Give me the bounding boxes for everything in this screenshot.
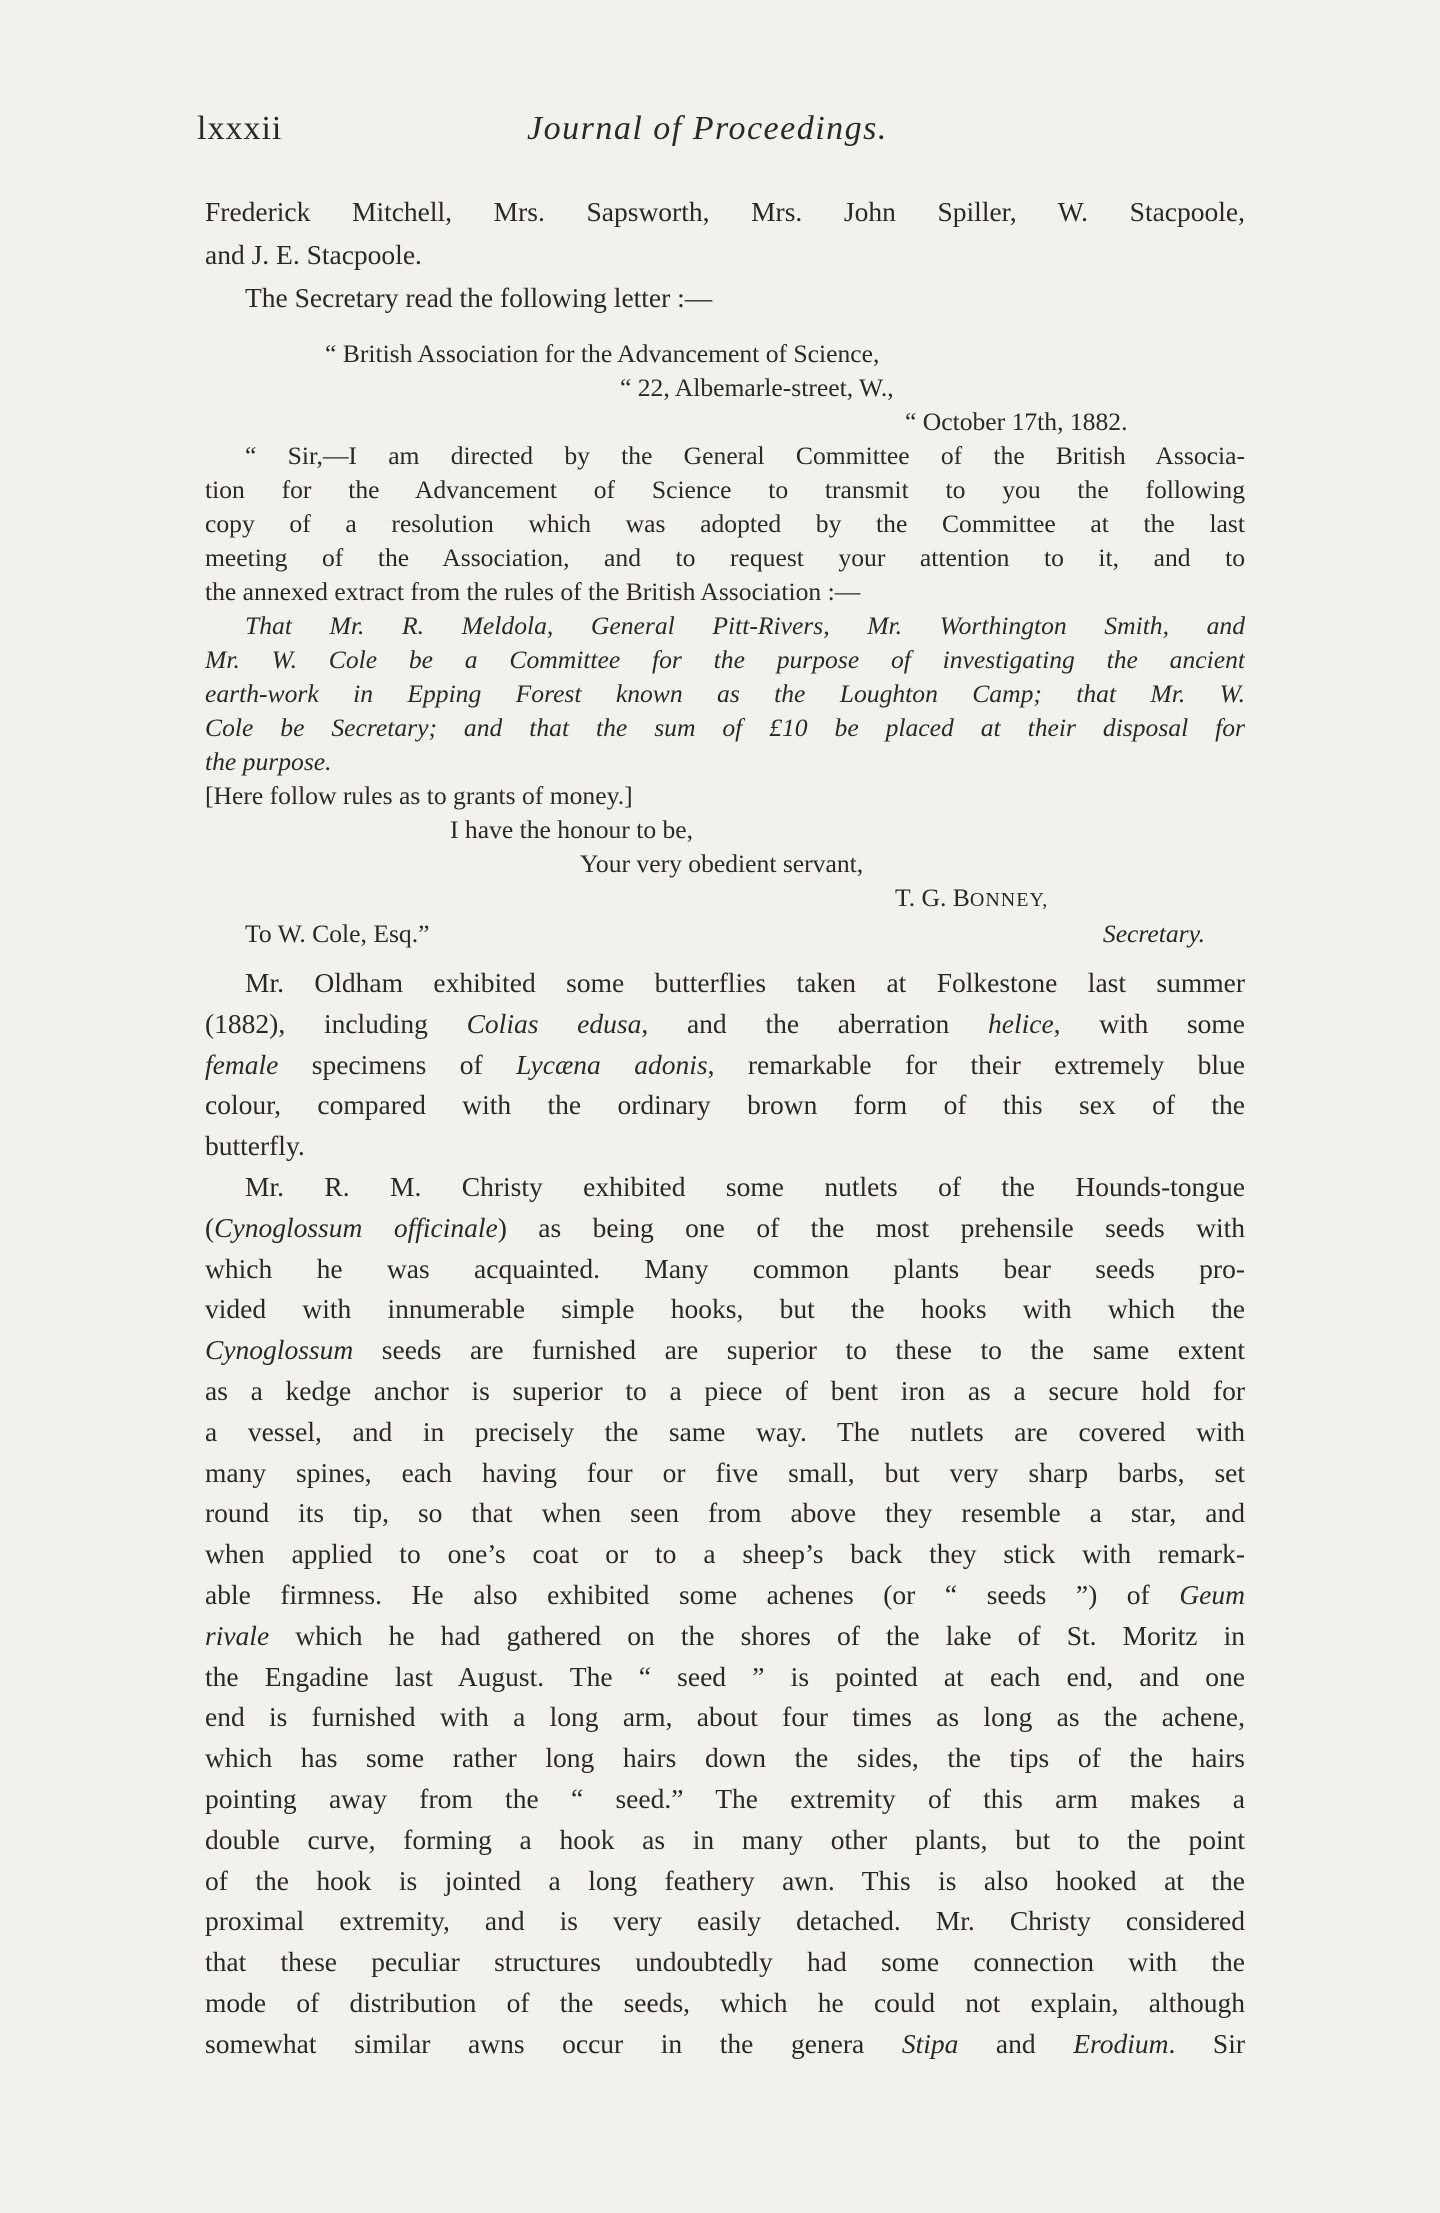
text-line: which has some rather long hairs down the sides, the tips of the hairs	[205, 1742, 1245, 1774]
text-line: Cynoglossum seeds are furnished are superior to these to the same extent	[205, 1334, 1245, 1366]
text-line: able firmness. He also exhibited some achenes (or “ seeds ”) of Geum	[205, 1578, 1245, 1610]
text-line: female specimens of Lycæna adonis, remarkable for their extremely blue	[205, 1048, 1245, 1080]
resolution-line: earth-work in Epping Forest known as the Loughton Camp; that Mr. W.	[205, 679, 1245, 708]
letter-date: “ October 17th, 1882.	[905, 407, 1128, 436]
oldham-paragraph	[205, 963, 1245, 1167]
text-line: The Secretary read the following letter :—	[245, 282, 713, 313]
text-line: Frederick Mitchell, Mrs. Sapsworth, Mrs. John Spiller, W. Stacpoole,	[205, 196, 1245, 227]
secretary-intro	[205, 276, 1245, 319]
text-line: and J. E. Stacpoole.	[205, 239, 422, 270]
text-line: when applied to one’s coat or to a sheep’s back they stick with remark-	[205, 1538, 1245, 1570]
text-line: double curve, forming a hook as in many other plants, but to the point	[205, 1823, 1245, 1855]
text-line: the Engadine last August. The “ seed ” is pointed at each end, and one	[205, 1660, 1245, 1692]
resolution-line: Cole be Secretary; and that the sum of £10 be placed at their disposal for	[205, 713, 1245, 742]
attendees-list	[205, 190, 1245, 276]
text-line: (Cynoglossum officinale) as being one of the most prehensile seeds with	[205, 1211, 1245, 1243]
text-line: colour, compared with the ordinary brown form of this sex of the	[205, 1089, 1245, 1121]
letter-signer: T. G. BONNEY,	[895, 883, 1049, 912]
resolution-line: Mr. W. Cole be a Committee for the purpose of investigating the ancient	[205, 645, 1245, 674]
letter-closing: I have the honour to be,	[450, 815, 694, 844]
text-line: that these peculiar structures undoubtedly had some connection with the	[205, 1946, 1245, 1978]
letter-signer-title: Secretary.	[1102, 919, 1205, 948]
text-line: a vessel, and in precisely the same way. The nutlets are covered with	[205, 1415, 1245, 1447]
text-line: somewhat similar awns occur in the genera Stipa and Erodium. Sir	[205, 2027, 1245, 2059]
running-head	[197, 110, 1247, 160]
text-line: of the hook is jointed a long feathery awn. This is also hooked at the	[205, 1864, 1245, 1896]
letter-body-line: copy of a resolution which was adopted by the Committee at the last	[205, 509, 1245, 538]
resolution-line: That Mr. R. Meldola, General Pitt-Rivers, Mr. Worthington Smith, and	[245, 611, 1245, 640]
page-number: lxxxii	[197, 110, 283, 147]
letter-body-line: meeting of the Association, and to request your attention to it, and to	[205, 543, 1245, 572]
text-line: many spines, each having four or five small, but very sharp barbs, set	[205, 1456, 1245, 1488]
running-title: Journal of Proceedings.	[527, 110, 888, 147]
text-line: which he was acquainted. Many common plants bear seeds pro-	[205, 1252, 1245, 1284]
letter-footer	[205, 917, 1245, 951]
text-line: Mr. Oldham exhibited some butterflies taken at Folkestone last summer	[245, 967, 1245, 998]
text-line: as a kedge anchor is superior to a piece of bent iron as a secure hold for	[205, 1374, 1245, 1406]
text-line: proximal extremity, and is very easily detached. Mr. Christy considered	[205, 1905, 1245, 1937]
text-line: mode of distribution of the seeds, which he could not explain, although	[205, 1986, 1245, 2018]
text-line: Mr. R. M. Christy exhibited some nutlets of the Hounds-tongue	[245, 1171, 1245, 1202]
text-line: round its tip, so that when seen from above they resemble a star, and	[205, 1497, 1245, 1529]
text-line: (1882), including Colias edusa, and the aberration helice, with some	[205, 1007, 1245, 1039]
christy-paragraph	[205, 1167, 1245, 2065]
resolution-line: the purpose.	[205, 747, 332, 776]
text-line: rivale which he had gathered on the shores of the lake of St. Moritz in	[205, 1619, 1245, 1651]
letter-address-line: “ 22, Albemarle-street, W.,	[620, 373, 894, 402]
rules-note: [Here follow rules as to grants of money.]	[205, 781, 633, 810]
text-line: end is furnished with a long arm, about four times as long as the achene,	[205, 1701, 1245, 1733]
text-line: pointing away from the “ seed.” The extremity of this arm makes a	[205, 1782, 1245, 1814]
letter-body-line: the annexed extract from the rules of the British Association :—	[205, 577, 861, 606]
letter-body-line: tion for the Advancement of Science to transmit to you the following	[205, 475, 1245, 504]
text-line: butterfly.	[205, 1130, 305, 1162]
letter-address-line: “ British Association for the Advancement of Science,	[325, 339, 880, 368]
text-line: vided with innumerable simple hooks, but the hooks with which the	[205, 1293, 1245, 1325]
letter-addressee: To W. Cole, Esq.”	[245, 919, 430, 948]
letter-body-line: “ Sir,—I am directed by the General Committee of the British Associa-	[245, 441, 1245, 470]
letter	[205, 337, 1245, 951]
letter-closing: Your very obedient servant,	[580, 849, 864, 878]
